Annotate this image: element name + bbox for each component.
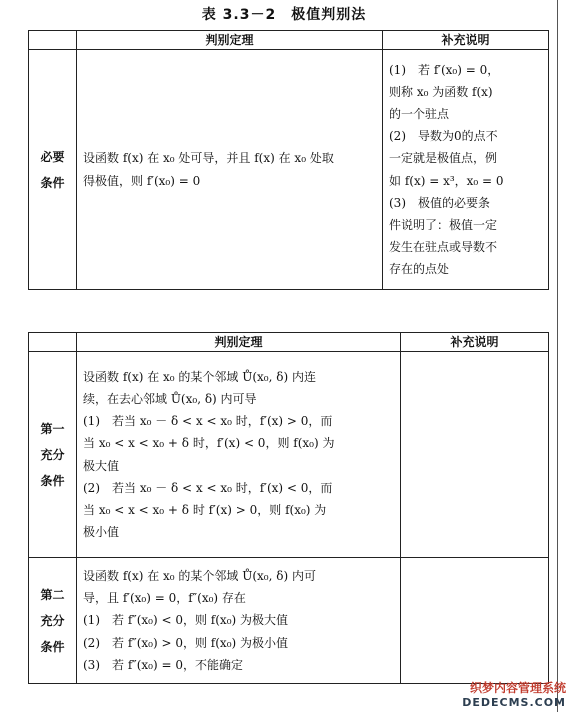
note-cell xyxy=(401,352,549,558)
note-line: (3) 极值的必要条 xyxy=(389,195,490,210)
note-line: (1) 若 f′(x₀) = 0， xyxy=(389,62,500,77)
header-note: 补充说明 xyxy=(401,333,549,352)
theorem-line: 得极值，则 f′(x₀) = 0 xyxy=(83,173,201,188)
row-label-line: 充分 xyxy=(40,447,65,462)
row-label-line: 条件 xyxy=(40,175,65,190)
table-corner-cell xyxy=(29,31,77,50)
theorem-cell xyxy=(77,558,401,684)
note-line: (2) 导数为0的点不 xyxy=(389,129,498,144)
table-caption: 表 3.3－2 极值判别法 xyxy=(201,7,367,23)
table-row xyxy=(29,558,549,684)
theorem-line: (3) 若 f″(x₀) = 0，不能确定 xyxy=(83,657,243,672)
row-label-line: 第二 xyxy=(40,587,65,602)
header-theorem: 判别定理 xyxy=(77,333,401,352)
row-label-line: 必要 xyxy=(40,149,65,164)
page-edge-line xyxy=(557,0,558,712)
note-line: 发生在驻点或导数不 xyxy=(389,240,498,255)
watermark-title: 织梦内容管理系统 xyxy=(469,681,566,696)
theorem-line: (2) 若当 x₀ － δ < x < x₀ 时，f′(x) < 0，而 xyxy=(83,480,333,495)
table-header-row xyxy=(29,333,549,352)
row-label-first-sufficient xyxy=(29,352,77,558)
note-line: 的一个驻点 xyxy=(389,106,450,121)
theorem-line: 当 x₀ < x < x₀ + δ 时 f′(x) > 0，则 f(x₀) 为 xyxy=(83,502,327,517)
row-label-line: 条件 xyxy=(40,639,65,654)
note-cell xyxy=(383,50,549,290)
row-label-line: 充分 xyxy=(40,613,65,628)
note-line: 如 f(x) = x³，x₀ = 0 xyxy=(389,173,504,188)
theorem-line: (2) 若 f″(x₀) > 0，则 f(x₀) 为极小值 xyxy=(83,635,289,650)
header-note: 补充说明 xyxy=(383,31,549,50)
note-line: 存在的点处 xyxy=(389,262,450,277)
theorem-line: 当 x₀ < x < x₀ + δ 时，f′(x) < 0，则 f(x₀) 为 xyxy=(83,436,335,451)
note-line: 则称 x₀ 为函数 f(x) xyxy=(389,84,493,99)
theorem-line: (1) 若 f″(x₀) < 0，则 f(x₀) 为极大值 xyxy=(83,613,289,628)
theorem-cell xyxy=(77,352,401,558)
row-label-line: 第一 xyxy=(40,421,65,436)
theorem-line: 设函数 f(x) 在 x₀ 的某个邻域 Ů(x₀, δ) 内连 xyxy=(83,369,316,384)
theorem-line: 极小值 xyxy=(83,525,120,540)
note-cell xyxy=(401,558,549,684)
row-label-line: 条件 xyxy=(40,473,65,488)
watermark-logo xyxy=(462,681,566,710)
row-label-second-sufficient xyxy=(29,558,77,684)
sufficient-condition-table xyxy=(28,332,549,684)
theorem-line: 设函数 f(x) 在 x₀ 处可导，并且 f(x) 在 x₀ 处取 xyxy=(83,151,334,166)
table-corner-cell xyxy=(29,333,77,352)
theorem-line: 续，在去心邻域 Ů(x₀, δ) 内可导 xyxy=(83,391,257,406)
table-row xyxy=(29,50,549,290)
note-line: 件说明了：极值一定 xyxy=(389,217,498,232)
table-header-row xyxy=(29,31,549,50)
theorem-line: (1) 若当 x₀ － δ < x < x₀ 时，f′(x) > 0，而 xyxy=(83,414,333,429)
header-theorem: 判别定理 xyxy=(77,31,383,50)
note-line: 一定就是极值点，例 xyxy=(389,151,498,166)
theorem-line: 导，且 f′(x₀) = 0，f″(x₀) 存在 xyxy=(83,591,246,606)
theorem-line: 设函数 f(x) 在 x₀ 的某个邻域 Ů(x₀, δ) 内可 xyxy=(83,569,316,584)
theorem-cell xyxy=(77,50,383,290)
watermark-domain: DEDECMS.COM xyxy=(462,696,566,710)
necessary-condition-table xyxy=(28,30,549,290)
table-row xyxy=(29,352,549,558)
theorem-line: 极大值 xyxy=(83,458,120,473)
row-label-necessary xyxy=(29,50,77,290)
